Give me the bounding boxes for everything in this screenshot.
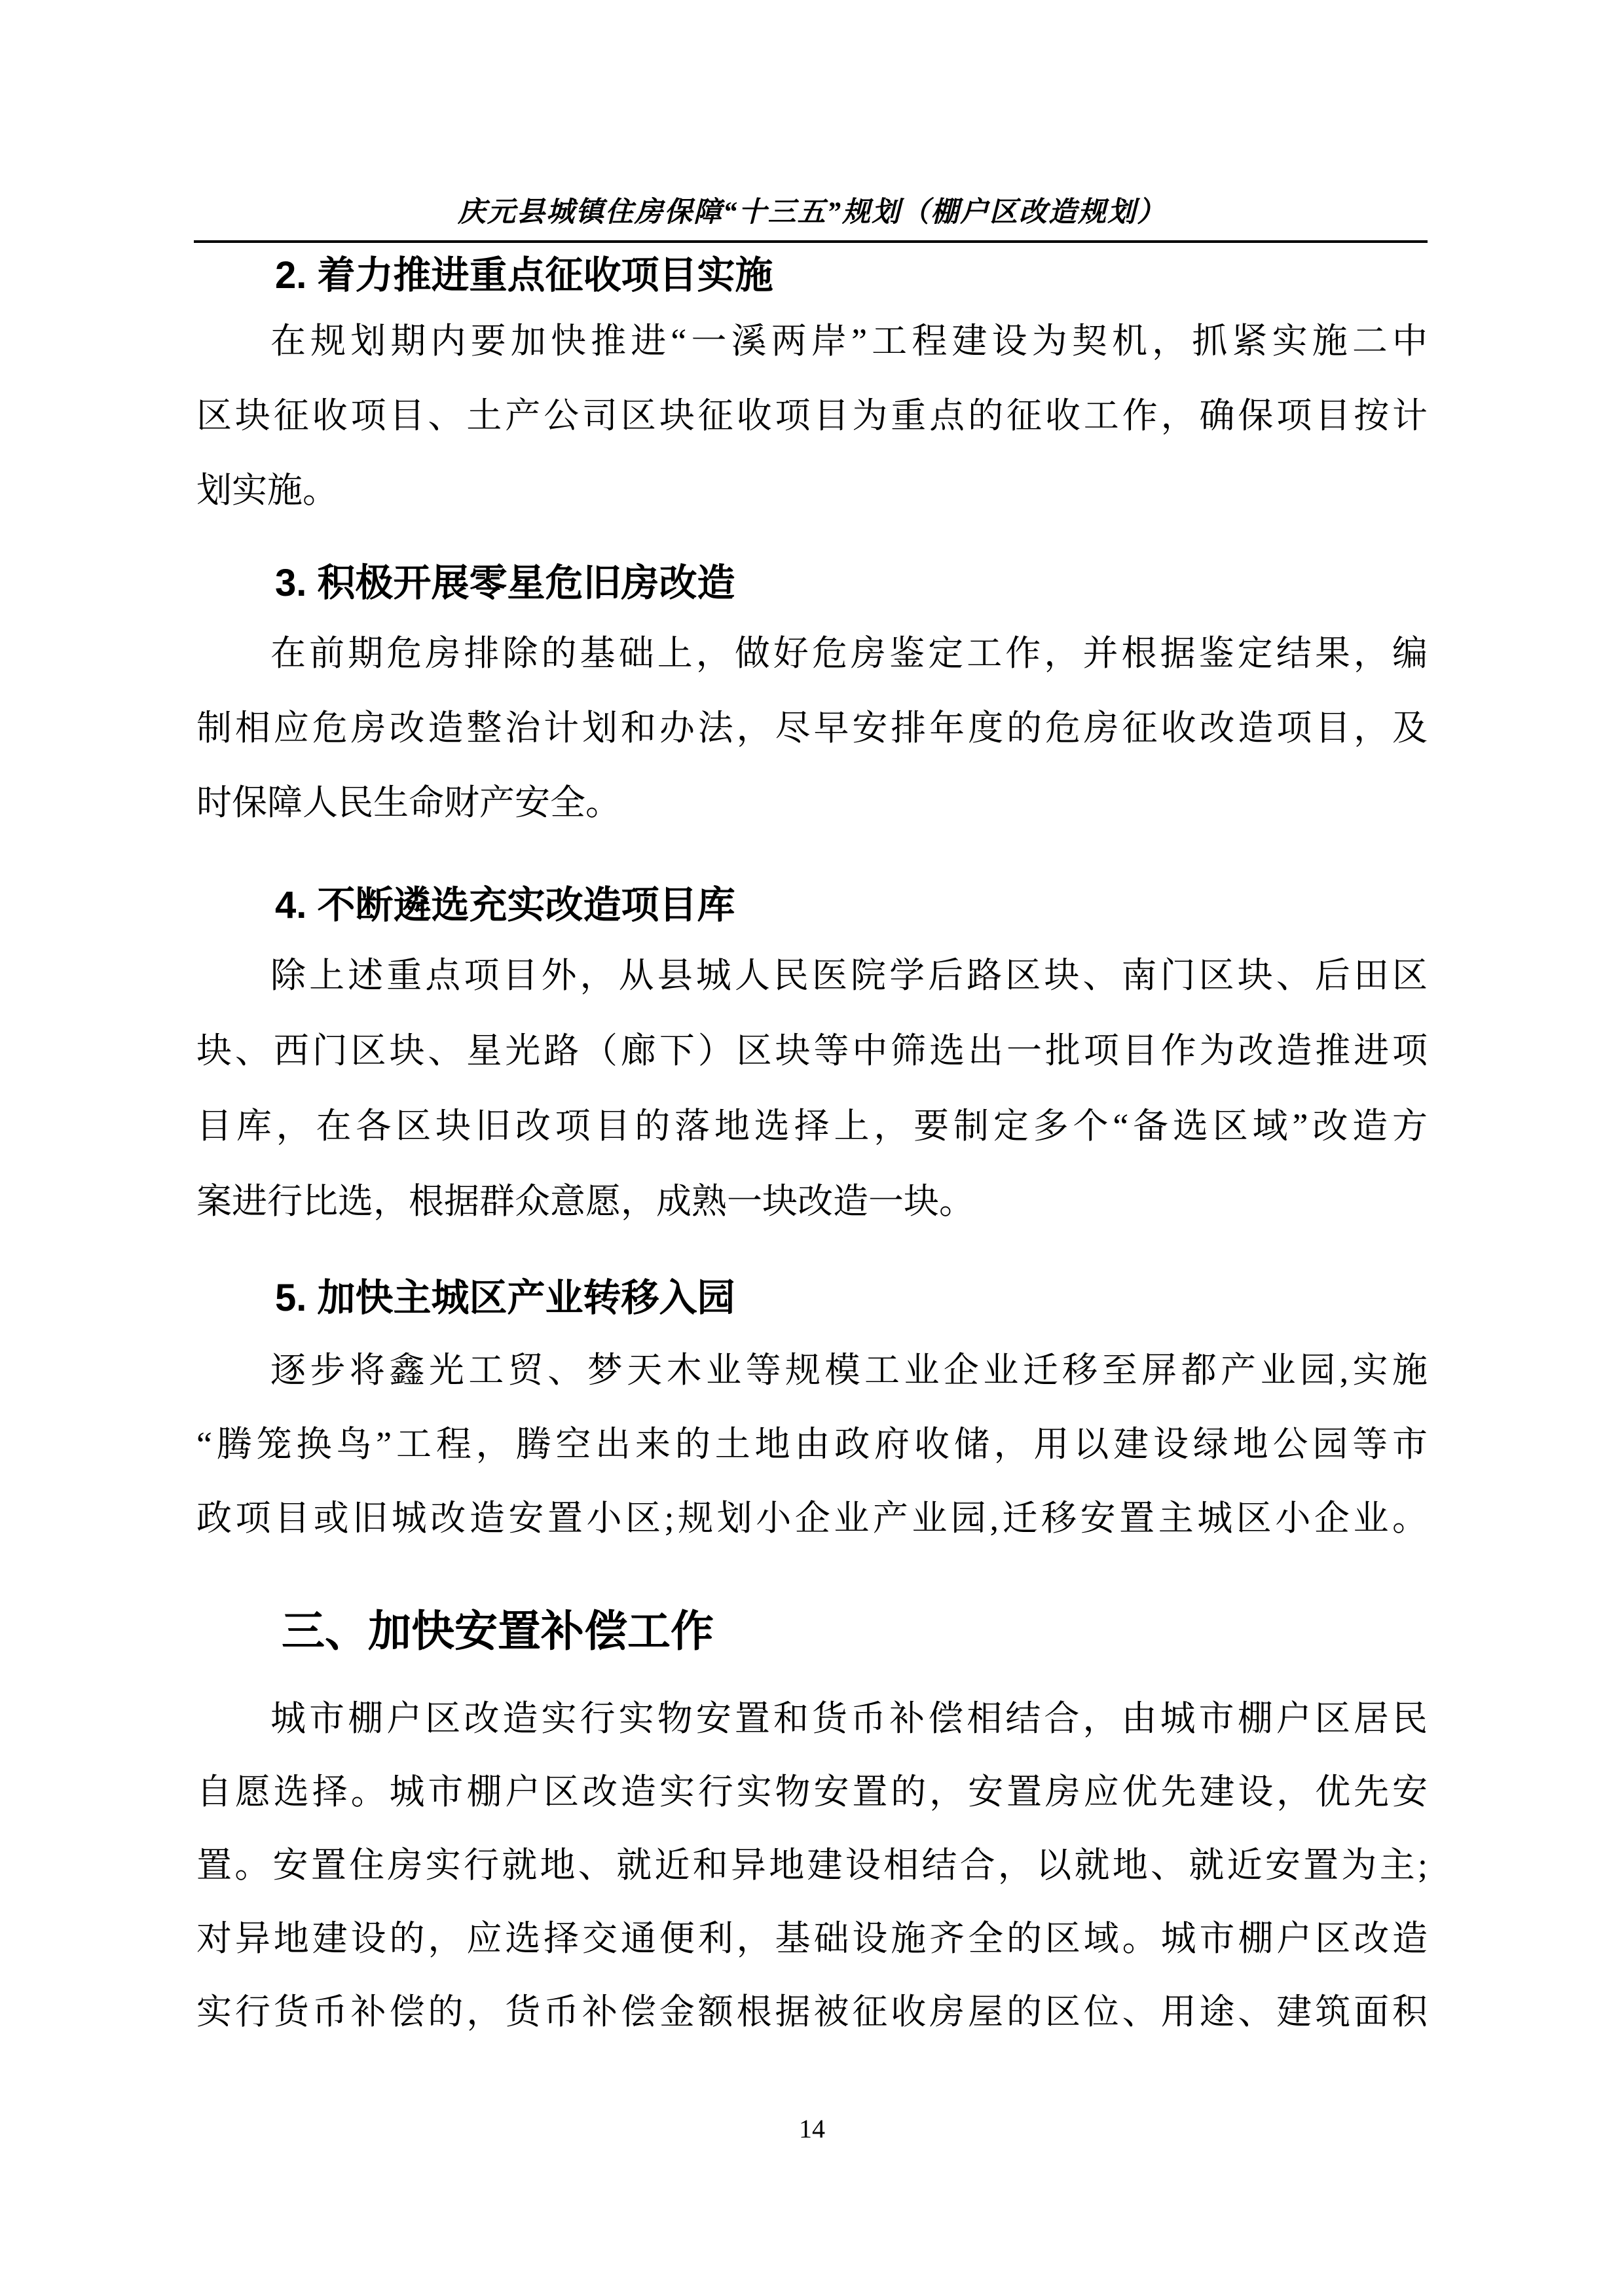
paragraph-line: “腾笼换鸟”工程，腾空出来的土地由政府收储，用以建设绿地公园等市	[196, 1425, 1428, 1464]
paragraph-line: 政项目或旧城改造安置小区;规划小企业产业园,迁移安置主城区小企业。	[196, 1499, 1428, 1538]
paragraph-line: 逐步将鑫光工贸、梦天木业等规模工业企业迁移至屏都产业园,实施	[270, 1351, 1428, 1390]
paragraph-line: 案进行比选，根据群众意愿，成熟一块改造一块。	[196, 1182, 974, 1221]
paragraph-line: 块、西门区块、星光路（廊下）区块等中筛选出一批项目作为改造推进项	[196, 1031, 1428, 1070]
paragraph-line: 制相应危房改造整治计划和办法，尽早安排年度的危房征收改造项目，及	[196, 708, 1428, 748]
section-heading-three: 三、加快安置补偿工作	[282, 1607, 714, 1655]
paragraph-line: 自愿选择。城市棚户区改造实行实物安置的，安置房应优先建设，优先安	[196, 1772, 1428, 1812]
paragraph-line: 实行货币补偿的，货币补偿金额根据被征收房屋的区位、用途、建筑面积	[196, 1992, 1428, 2032]
section-heading-4: 4. 不断遴选充实改造项目库	[275, 884, 735, 926]
paragraph-line: 在规划期内要加快推进“一溪两岸”工程建设为契机，抓紧实施二中	[270, 321, 1428, 361]
paragraph-line: 在前期危房排除的基础上，做好危房鉴定工作，并根据鉴定结果，编	[270, 634, 1428, 673]
paragraph-line: 除上述重点项目外，从县城人民医院学后路区块、南门区块、后田区	[270, 956, 1428, 995]
section-heading-5: 5. 加快主城区产业转移入园	[275, 1277, 735, 1319]
document-header-title: 庆元县城镇住房保障“十三五”规划（棚户区改造规划）	[458, 197, 1166, 228]
page-number: 14	[799, 2114, 825, 2143]
paragraph-line: 对异地建设的，应选择交通便利，基础设施齐全的区域。城市棚户区改造	[196, 1919, 1428, 1958]
paragraph-line: 时保障人民生命财产安全。	[196, 783, 621, 822]
paragraph-line: 区块征收项目、土产公司区块征收项目为重点的征收工作，确保项目按计	[196, 396, 1428, 435]
section-heading-3: 3. 积极开展零星危旧房改造	[275, 562, 735, 604]
paragraph-line: 目库，在各区块旧改项目的落地选择上，要制定多个“备选区域”改造方	[196, 1106, 1428, 1146]
paragraph-line: 城市棚户区改造实行实物安置和货币补偿相结合，由城市棚户区居民	[270, 1699, 1428, 1738]
section-heading-2: 2. 着力推进重点征收项目实施	[275, 254, 773, 297]
header-divider	[194, 240, 1428, 243]
paragraph-line: 置。安置住房实行就地、就近和异地建设相结合，以就地、就近安置为主;	[196, 1846, 1428, 1885]
paragraph-line: 划实施。	[196, 471, 338, 510]
